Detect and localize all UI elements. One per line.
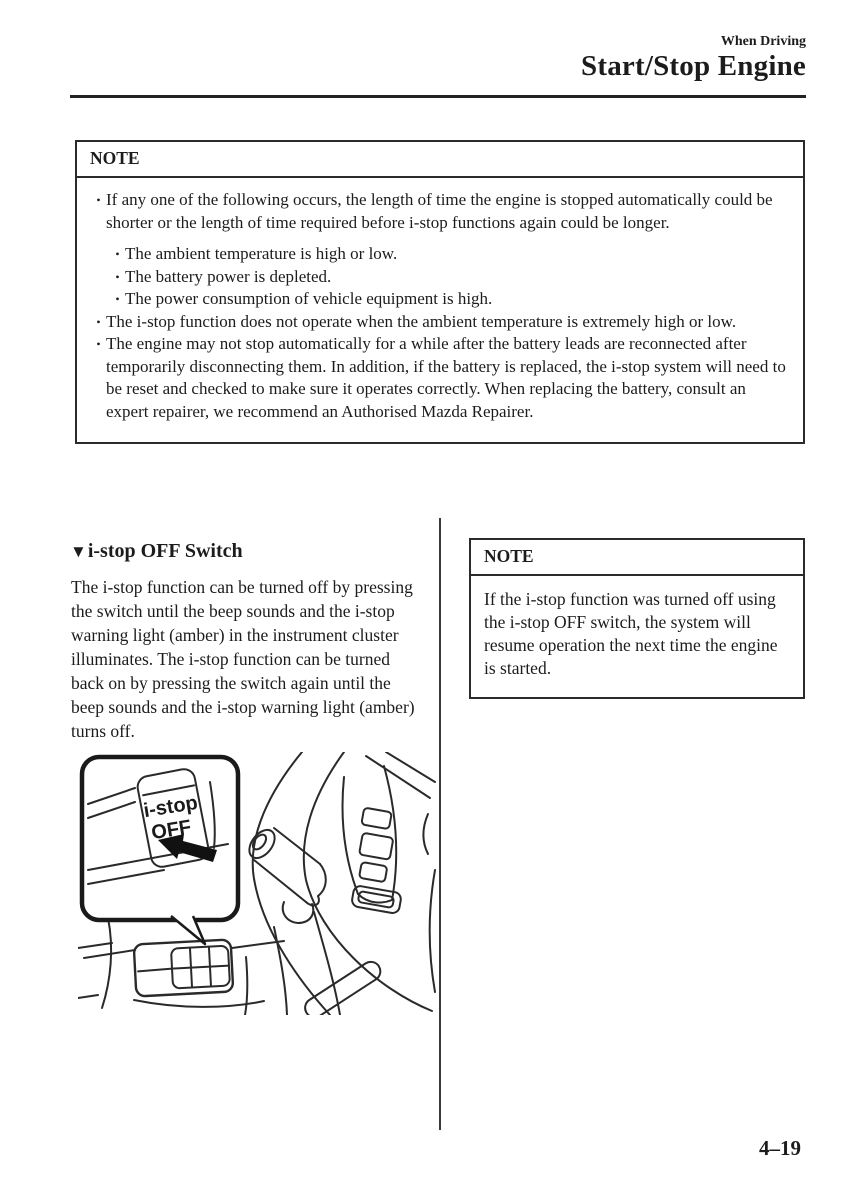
istop-button-label-line2: OFF	[149, 816, 193, 845]
section-heading	[70, 539, 243, 564]
note-box-side	[469, 538, 805, 699]
section-body-text: The i-stop function can be turned off by pressing the switch until the beep sounds and the i-stop warning light (amber) in the instrument cluster illuminates. The i-stop function can be turned back on by pressing the switch again until the beep sounds and the i-stop warning light (amber) turns off.	[71, 577, 415, 741]
note-box-side-body: If the i-stop function was turned off using the i-stop OFF switch, the system will resume operation the next time the engine is started.	[484, 589, 778, 678]
note-subbullet-1	[110, 243, 791, 266]
bullet-marker: •	[96, 193, 101, 207]
note-subbullet-2	[110, 266, 791, 289]
bullet-marker: •	[115, 247, 120, 261]
page-title: Start/Stop Engine	[581, 50, 806, 82]
chapter-kicker: When Driving	[720, 34, 806, 49]
note-bullet-3-text: The engine may not stop automatically for a while after the battery leads are reconnected after temporarily disconnecting them. In addition, if the battery is replaced, the i-stop system will need to be reset and checked to make sure it operates correctly. When replacing the battery, consult an expert repairer, we recommend an Authorised Mazda Repairer.	[106, 334, 786, 421]
switch-panel	[134, 939, 234, 996]
note-box-main-body	[77, 178, 803, 442]
note-subbullet-1-text: The ambient temperature is high or low.	[125, 244, 398, 263]
note-subbullet-2-text: The battery power is depleted.	[125, 266, 332, 286]
note-subbullet-3-text: The power consumption of vehicle equipment is high.	[125, 289, 493, 308]
note-bullet-3	[91, 333, 791, 423]
bullet-marker: •	[96, 314, 101, 329]
header-rule	[70, 95, 806, 98]
note-bullet-1-text: If any one of the following occurs, the length of time the engine is stopped automatically could be shorter or the length of time required before i-stop functions again could be longer.	[106, 190, 773, 232]
spoke-buttons	[347, 808, 415, 915]
section-heading-text: i-stop OFF Switch	[87, 540, 243, 562]
page-header	[581, 34, 806, 82]
bullet-marker: •	[115, 269, 120, 284]
page-number: 4–19	[759, 1136, 801, 1160]
triangle-marker-icon: ▼	[70, 542, 87, 561]
callout-balloon	[82, 757, 238, 944]
note-box-main-heading: NOTE	[77, 142, 803, 178]
note-box-main	[75, 140, 805, 444]
note-bullet-2-text: The i-stop function does not operate when the ambient temperature is extremely high or low.	[106, 311, 737, 331]
column-divider	[439, 518, 441, 1130]
bullet-marker: •	[96, 337, 101, 351]
note-bullet-2	[91, 311, 791, 334]
dashboard-line-drawing	[78, 752, 436, 1015]
note-subbullet-3	[110, 288, 791, 311]
note-box-side-heading: NOTE	[471, 540, 803, 576]
istop-off-switch-illustration	[78, 752, 436, 1015]
istop-button-label-line1: i-stop	[142, 791, 200, 823]
note-bullet-1-sublist	[110, 243, 791, 311]
note-bullet-1	[91, 189, 791, 234]
bullet-marker: •	[115, 292, 120, 306]
